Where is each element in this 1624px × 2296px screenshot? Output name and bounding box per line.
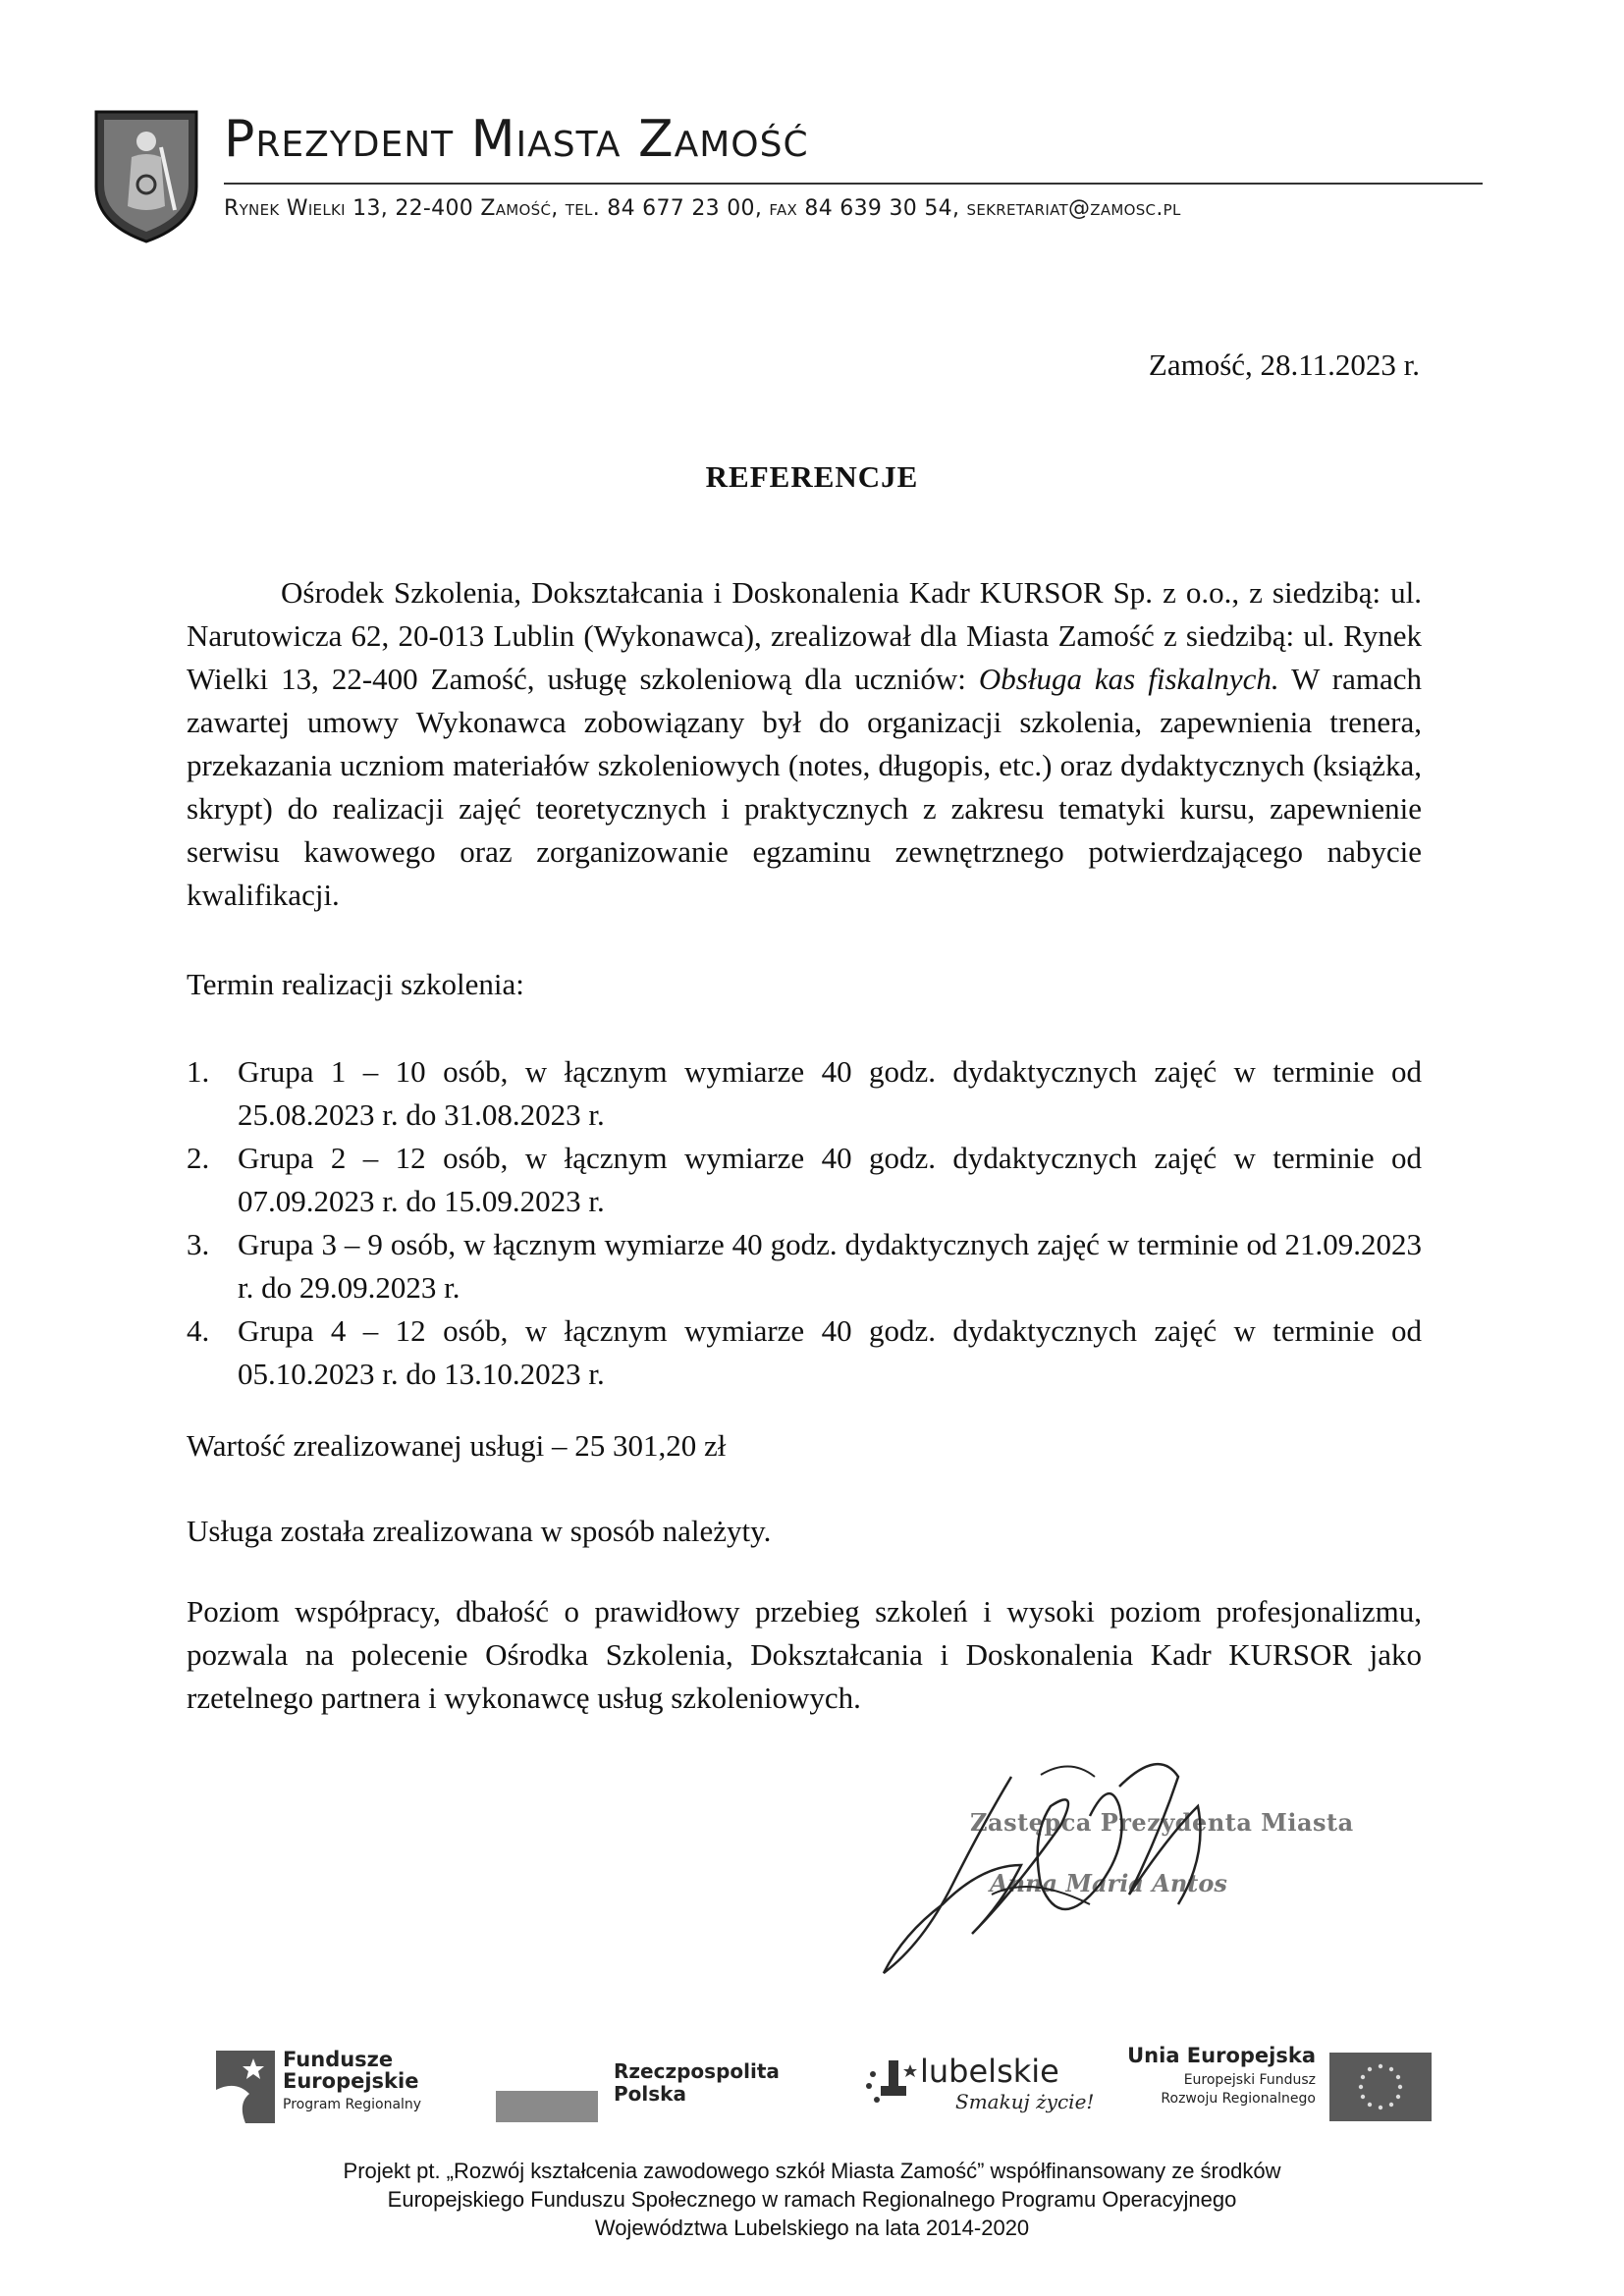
list-item-text: Grupa 4 – 12 osób, w łącznym wymiarze 40 godz. dydaktycznych zajęć w terminie od 05.10.2023 r. do 13.10.2023 r.	[238, 1313, 1422, 1391]
ue-line-3: Rozwoju Regionalnego	[1161, 2091, 1316, 2107]
lubelskie-word: lubelskie	[920, 2053, 1059, 2090]
service-value: Wartość zrealizowanej usługi – 25 301,20 zł	[187, 1428, 727, 1463]
signature-name: Anna Maria Antos	[990, 1869, 1227, 1897]
ue-line-1: Unia Europejska	[1127, 2044, 1316, 2067]
list-item-text: Grupa 2 – 12 osób, w łącznym wymiarze 40 godz. dydaktycznych zajęć w terminie od 07.09.2023 r. do 15.09.2023 r.	[238, 1141, 1422, 1218]
signature-block	[864, 1747, 1354, 1983]
list-number: 3.	[187, 1227, 210, 1261]
lubelskie-tagline: Smakuj życie!	[955, 2090, 1095, 2113]
letterhead-title: Prezydent Miasta Zamość	[224, 110, 809, 169]
course-name: Obsługa kas fiskalnych.	[978, 662, 1279, 696]
term-label: Termin realizacji szkolenia:	[187, 967, 524, 1001]
city-crest-icon	[92, 108, 200, 245]
lubelskie-mark-icon	[859, 2056, 918, 2115]
polish-flag-icon	[496, 2090, 598, 2122]
document-title: REFERENCJE	[705, 459, 919, 494]
footer-line-3: Województwa Lubelskiego na lata 2014-2020	[594, 2216, 1030, 2240]
fe-line-2: Europejskie	[283, 2069, 419, 2093]
list-item	[187, 1223, 1422, 1309]
letter-date: Zamość, 28.11.2023 r.	[1148, 347, 1420, 382]
rp-line-2: Polska	[614, 2082, 686, 2106]
fe-line-3: Program Regionalny	[283, 2097, 422, 2112]
list-item	[187, 1309, 1422, 1396]
paragraph-text-2: W ramach zawartej umowy Wykonawca zobowiązany był do organizacji szkolenia, zapewnienia trenera, przekazania uczniom materiałów szkoleniowych (notes, długopis, etc.) oraz dydaktycznych (książka, skrypt) do realizacji zajęć teoretycznych i praktycznych z zakresu tematyki kursu, zapewnienie serwisu kawowego oraz zorganizowanie egzaminu zewnętrznego potwierdzającego nabycie kwalifikacji.	[187, 662, 1422, 912]
paragraph-text-1: Ośrodek Szkolenia, Dokształcania i Doskonalenia Kadr KURSOR Sp. z o.o., z siedzibą: ul. Narutowicza 62, 20-013 Lublin (Wykonawca), zrealizował dla Miasta Zamość z siedzibą: ul. Rynek Wielki 13, 22-400 Zamość, usługę szkoleniową dla uczniów:	[187, 575, 1422, 696]
service-completed-note: Usługa została zrealizowana w sposób należyty.	[187, 1514, 772, 1548]
group-list	[187, 1050, 1422, 1396]
fe-flag-icon	[216, 2051, 275, 2123]
list-number: 2.	[187, 1141, 210, 1175]
rp-line-1: Rzeczpospolita	[614, 2059, 780, 2083]
eu-flag-icon	[1329, 2053, 1432, 2121]
list-item	[187, 1137, 1422, 1223]
main-paragraph	[187, 571, 1422, 917]
letterhead-rule	[224, 183, 1483, 185]
list-item-text: Grupa 1 – 10 osób, w łącznym wymiarze 40 godz. dydaktycznych zajęć w terminie od 25.08.2023 r. do 31.08.2023 r.	[238, 1054, 1422, 1132]
funding-logos	[216, 2044, 1434, 2135]
ue-line-2: Europejski Fundusz	[1183, 2072, 1316, 2088]
list-number: 1.	[187, 1054, 210, 1089]
letterhead-address: Rynek Wielki 13, 22-400 Zamość, tel. 84 677 23 00, fax 84 639 30 54, sekretariat@zamosc.pl	[224, 196, 1181, 221]
footer-line-1: Projekt pt. „Rozwój kształcenia zawodowego szkół Miasta Zamość” współfinansowany ze środków	[343, 2159, 1281, 2183]
recommendation-paragraph: Poziom współpracy, dbałość o prawidłowy przebieg szkoleń i wysoki poziom profesjonalizmu, pozwala na polecenie Ośrodka Szkolenia, Dokształcania i Doskonalenia Kadr KURSOR jako rzetelnego partnera i wykonawcę usług szkoleniowych.	[187, 1594, 1422, 1715]
footer-line-2: Europejskiego Funduszu Społecznego w ramach Regionalnego Programu Operacyjnego	[387, 2187, 1237, 2212]
project-footer-note	[0, 2157, 1624, 2242]
handwritten-signature-icon	[864, 1747, 1335, 1983]
list-item-text: Grupa 3 – 9 osób, w łącznym wymiarze 40 godz. dydaktycznych zajęć w terminie od 21.09.2023 r. do 29.09.2023 r.	[238, 1227, 1422, 1305]
list-item	[187, 1050, 1422, 1137]
list-number: 4.	[187, 1313, 210, 1348]
fe-line-1: Fundusze	[283, 2048, 394, 2071]
signature-role: Zastępca Prezydenta Miasta	[970, 1808, 1354, 1837]
